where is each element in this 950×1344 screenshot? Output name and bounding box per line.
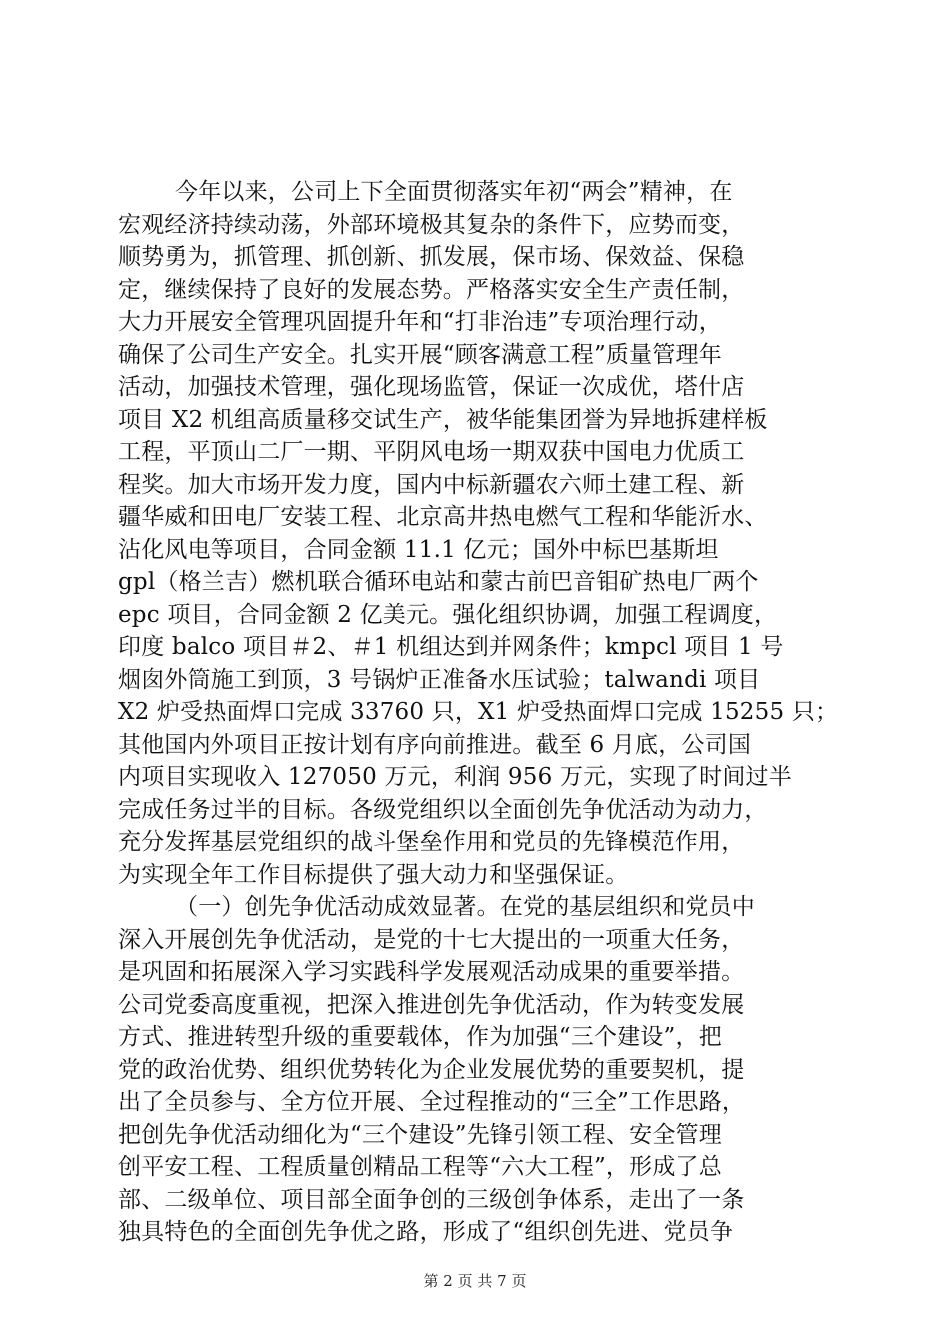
paragraph-2-line-10: 部、二级单位、项目部全面争创的三级创争体系，走出了一条 [118, 1186, 745, 1213]
paragraph-1-line-19: 内项目实现收入 127050 万元，利润 956 万元，实现了时间过半 [118, 764, 792, 790]
paragraph-1-line-18: 其他国内外项目正按计划有序向前推进。截至 6 月底，公司国 [118, 731, 752, 758]
paragraph-1-line-3: 顺势勇为，抓管理、抓创新、抓发展，保市场、保效益、保稳 [118, 244, 745, 270]
paragraph-1-line-16: 烟囱外筒施工到顶，3 号锅炉正准备水压试验；talwandi 项目 [118, 666, 761, 693]
paragraph-2-line-8: 把创先争优活动细化为“三个建设”先锋引领工程、安全管理 [118, 1121, 722, 1148]
paragraph-1-line-5: 大力开展安全管理巩固提升年和“打非治违”专项治理行动， [118, 309, 722, 335]
paragraph-2-line-3: 是巩固和拓展深入学习实践科学发展观活动成果的重要举措。 [118, 959, 745, 985]
paragraph-2-line-5: 方式、推进转型升级的重要载体，作为加强“三个建设”，把 [118, 1024, 722, 1050]
page-number-footer: 第 2 页 共 7 页 [423, 1272, 527, 1290]
paragraph-1-line-11: 疆华威和田电厂安装工程、北京高井热电燃气工程和华能沂水、 [118, 504, 768, 530]
paragraph-1-line-22: 为实现全年工作目标提供了强大动力和坚强保证。 [118, 861, 629, 888]
paragraph-1-line-6: 确保了公司生产安全。扎实开展“顾客满意工程”质量管理年 [118, 341, 722, 368]
paragraph-2-line-7: 出了全员参与、全方位开展、全过程推动的“三全”工作思路， [118, 1089, 746, 1115]
paragraph-1-line-17: X2 炉受热面焊口完成 33760 只，X1 炉受热面焊口完成 15255 只； [118, 699, 839, 725]
paragraph-1-line-13: gpl（格兰吉）燃机联合循环电站和蒙古前巴音钼矿热电厂两个 [118, 569, 759, 595]
document-body [118, 176, 848, 1249]
paragraph-2-line-6: 党的政治优势、组织优势转化为企业发展优势的重要契机，提 [118, 1056, 745, 1083]
paragraph-1-line-7: 活动，加强技术管理，强化现场监管，保证一次成优，塔什店 [118, 374, 745, 400]
paragraph-1-line-4: 定，继续保持了良好的发展态势。严格落实安全生产责任制， [118, 276, 745, 303]
paragraph-2-line-1: （一）创先争优活动成效显著。在党的基层组织和党员中 [175, 894, 755, 920]
paragraph-1-line-15: 印度 balco 项目＃2、＃1 机组达到并网条件；kmpcl 项目 1 号 [118, 634, 784, 660]
paragraph-1-line-14: epc 项目，合同金额 2 亿美元。强化组织协调，加强工程调度， [118, 601, 778, 628]
paragraph-1-line-20: 完成任务过半的目标。各级党组织以全面创先争优活动为动力， [118, 796, 768, 823]
paragraph-2-line-9: 创平安工程、工程质量创精品工程等“六大工程”，形成了总 [118, 1154, 722, 1180]
paragraph-2-line-2: 深入开展创先争优活动，是党的十七大提出的一项重大任务， [118, 926, 745, 953]
paragraph-1-line-21: 充分发挥基层党组织的战斗堡垒作用和党员的先锋模范作用， [118, 829, 745, 855]
paragraph-1-line-1: 今年以来，公司上下全面贯彻落实年初“两会”精神，在 [175, 179, 733, 205]
paragraph-1-line-8: 项目 X2 机组高质量移交试生产，被华能集团誉为异地拆建样板 [118, 406, 768, 433]
paragraph-1-line-10: 程奖。加大市场开发力度，国内中标新疆农六师土建工程、新 [118, 471, 745, 498]
paragraph-2-line-4: 公司党委高度重视，把深入推进创先争优活动，作为转变发展 [118, 991, 745, 1018]
paragraph-1-line-9: 工程，平顶山二厂一期、平阴风电场一期双获中国电力优质工 [118, 439, 745, 465]
paragraph-1-line-12: 沾化风电等项目，合同金额 11.1 亿元；国外中标巴基斯坦 [118, 536, 719, 563]
paragraph-1-line-2: 宏观经济持续动荡，外部环境极其复杂的条件下，应势而变， [118, 211, 745, 238]
paragraph-2-line-11: 独具特色的全面创先争优之路，形成了“组织创先进、党员争 [118, 1219, 734, 1245]
